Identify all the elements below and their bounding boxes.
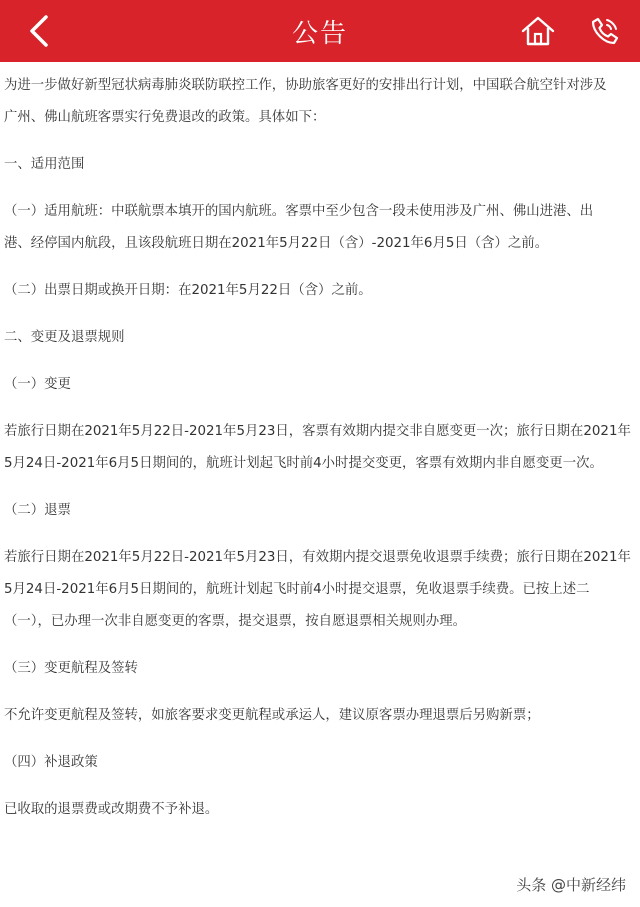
notice-intro <box>4 70 636 134</box>
app-header <box>0 0 640 62</box>
back-button[interactable] <box>22 12 56 50</box>
s2-2-line-3: （一），已办理一次非自愿变更的客票，提交退票，按自愿退票相关规则办理。 <box>4 614 466 629</box>
s1-1-line-2: 港、经停国内航段，且该段航班日期在2021年5月22日（含）-2021年6月5日（含）之前。 <box>4 236 549 251</box>
section-2-4-heading: （四）补退政策 <box>4 755 98 770</box>
s1-1-line-1: （一）适用航班：中联航票本填开的国内航班。客票中至少包含一段未使用涉及广州、佛山进港、出 <box>4 204 594 219</box>
notice-content <box>4 70 636 841</box>
s2-2-line-2: 5月24日-2021年6月5日期间的，航班计划起飞时前4小时提交退票，免收退票手续费。已按上述二 <box>4 582 590 597</box>
section-2-2-text <box>4 542 636 638</box>
section-1-item-2: （二）出票日期或换开日期：在2021年5月22日（含）之前。 <box>4 283 372 298</box>
section-2-3-heading: （三）变更航程及签转 <box>4 661 138 676</box>
phone-button[interactable] <box>588 14 622 48</box>
phone-icon <box>590 16 620 46</box>
section-1-item-1 <box>4 196 636 260</box>
section-1-heading: 一、适用范围 <box>4 157 85 172</box>
section-2-2-heading: （二）退票 <box>4 503 71 518</box>
section-2-1-text <box>4 416 636 480</box>
chevron-left-icon <box>28 14 50 48</box>
s2-2-line-1: 若旅行日期在2021年5月22日-2021年5月23日，有效期内提交退票免收退票手续费；旅行日期在2021年 <box>4 550 631 565</box>
section-2-3-text: 不允许变更航程及签转，如旅客要求变更航程或承运人，建议原客票办理退票后另购新票； <box>4 708 540 723</box>
page-title: 公告 <box>291 18 348 49</box>
home-icon <box>521 16 555 46</box>
home-button[interactable] <box>520 14 556 48</box>
section-2-1-heading: （一）变更 <box>4 377 71 392</box>
intro-line-2: 广州、佛山航班客票实行免费退改的政策。具体如下： <box>4 110 326 125</box>
section-2-heading: 二、变更及退票规则 <box>4 330 125 345</box>
s2-1-line-1: 若旅行日期在2021年5月22日-2021年5月23日，客票有效期内提交非自愿变更一次；旅行日期在2021年 <box>4 424 631 439</box>
s2-1-line-2: 5月24日-2021年6月5日期间的，航班计划起飞时前4小时提交变更，客票有效期内非自愿变更一次。 <box>4 456 603 471</box>
section-2-4-text: 已收取的退票费或改期费不予补退。 <box>4 802 219 817</box>
intro-line-1: 为进一步做好新型冠状病毒肺炎联防联控工作，协助旅客更好的安排出行计划，中国联合航空针对涉及 <box>4 78 607 93</box>
source-watermark: 头条 @中新经纬 <box>516 876 626 894</box>
